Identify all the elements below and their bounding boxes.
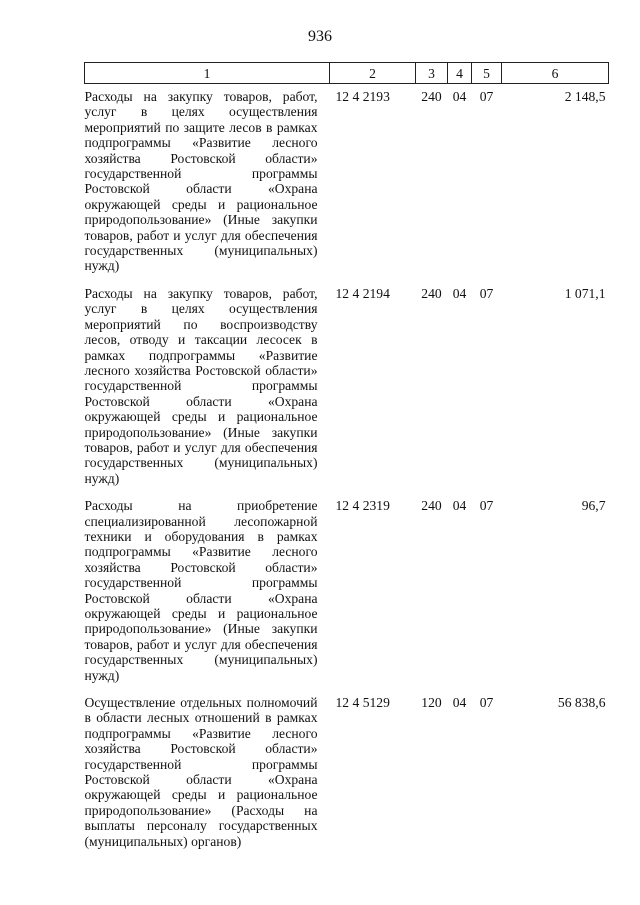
row-subsection: 07 (479, 89, 494, 104)
row-subsection: 07 (479, 498, 494, 514)
table-row (85, 498, 609, 683)
row-section: 04 (452, 89, 467, 104)
row-section: 04 (452, 498, 467, 514)
row-section: 04 (452, 285, 467, 301)
row-expense-type: 240 (421, 285, 442, 301)
row-amount: 96,7 (581, 498, 606, 514)
row-expense-type: 240 (421, 89, 442, 104)
budget-table (84, 62, 609, 849)
row-description: Расходы на закупку товаров, работ, услуг в целях осуществления мероприятий по защите лесов в рамках подпрограммы «Развитие лесного хозяйства Ростовской области» государственной программы Ростовской области «Охрана окружающей среды и рациональное природопользование» (Иные закупки товаров, работ и услуг для обеспечения государственных (муниципальных) нужд) (84, 89, 318, 274)
column-header-1: 1 (85, 63, 330, 84)
row-spacer (85, 274, 609, 286)
row-amount: 2 148,5 (564, 89, 606, 104)
row-target-code: 12 4 5129 (335, 695, 390, 711)
table-row (85, 695, 609, 849)
row-description: Осуществление отдельных полномочий в области лесных отношений в рамках подпрограммы «Развитие лесного хозяйства Ростовской области» государственной программы Ростовской области «Охрана окружающей среды и рациональное природопользование» (Расходы на выплаты персоналу государственных (муниципальных) органов) (84, 695, 318, 849)
header-row (85, 63, 609, 84)
page-number: 936 (308, 28, 332, 45)
column-header-5: 5 (472, 63, 502, 84)
table-header (85, 63, 609, 84)
row-description: Расходы на закупку товаров, работ, услуг в целях осуществления мероприятий по воспроизводству лесов, отводу и таксации лесосек в рамках подпрограммы «Развитие лесного хозяйства Ростовской области» государственной программы Ростовской области «Охрана окружающей среды и рациональное природопользование» (Иные закупки товаров, работ и услуг для обеспечения государственных (муниципальных) нужд) (84, 285, 318, 486)
column-header-4: 4 (448, 63, 472, 84)
table-row (85, 84, 609, 274)
column-header-3: 3 (416, 63, 448, 84)
row-amount: 1 071,1 (564, 285, 606, 301)
row-target-code: 12 4 2319 (335, 498, 390, 514)
row-description: Расходы на приобретение специализированной лесопожарной техники и оборудования в рамках подпрограммы «Развитие лесного хозяйства Ростовской области» государственной программы Ростовской области «Охрана окружающей среды и рациональное природопользование» (Иные закупки товаров, работ и услуг для обеспечения государственных (муниципальных) нужд) (84, 498, 318, 683)
row-subsection: 07 (479, 695, 494, 711)
row-spacer (85, 486, 609, 498)
row-section: 04 (452, 695, 467, 711)
row-amount: 56 838,6 (557, 695, 606, 711)
row-target-code: 12 4 2193 (335, 89, 390, 104)
row-expense-type: 120 (421, 695, 442, 711)
column-header-6: 6 (502, 63, 609, 84)
row-spacer (85, 683, 609, 695)
table-body (85, 84, 609, 850)
column-header-2: 2 (330, 63, 416, 84)
row-target-code: 12 4 2194 (335, 285, 390, 301)
row-subsection: 07 (479, 285, 494, 301)
table-row (85, 286, 609, 486)
row-expense-type: 240 (421, 498, 442, 514)
